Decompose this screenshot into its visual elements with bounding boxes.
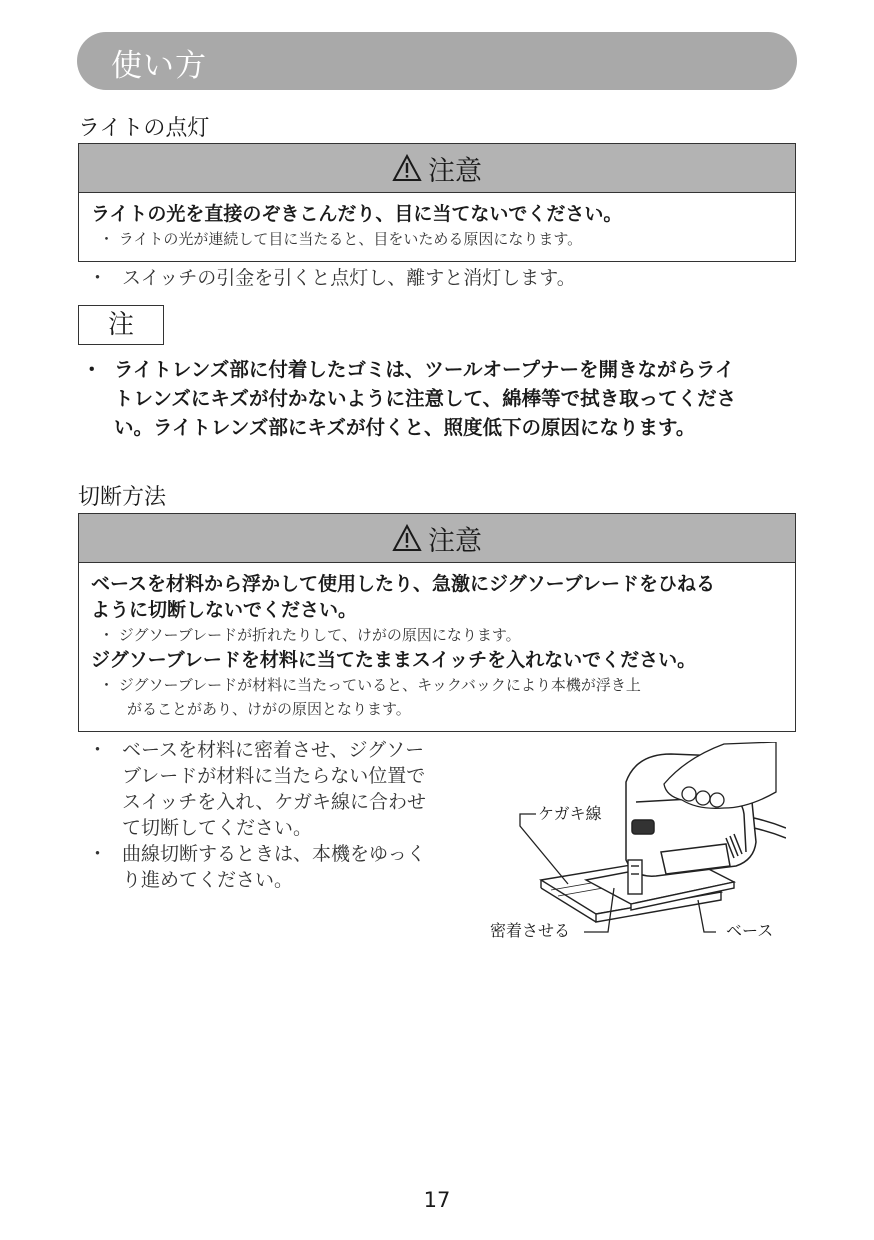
caution-body	[79, 563, 795, 729]
caution-body	[79, 193, 795, 259]
caution-label: 注意	[428, 525, 482, 557]
header-banner	[77, 32, 797, 90]
note-line: トレンズにキズが付かないように注意して、綿棒等で拭き取ってくださ	[114, 387, 737, 410]
warning-triangle-icon	[392, 524, 422, 552]
bullet-line: て切断してください。	[122, 817, 313, 839]
caution-main-text: ベースを材料から浮かして使用したり、急激にジグソーブレードをひねる	[91, 573, 715, 595]
section-title-cutting: 切断方法	[78, 485, 167, 510]
caution-main-text: ジグソーブレードを材料に当てたままスイッチを入れないでください。	[91, 649, 697, 671]
note-label-box: 注	[78, 305, 164, 345]
bullet-mark: ・	[88, 739, 108, 761]
caution-sub-text: ・ ジグソーブレードが材料に当たっていると、キックバックにより本機が浮き上	[99, 676, 641, 694]
caution-header	[79, 144, 795, 193]
caution-sub-text: ・ ライトの光が連続して目に当たると、目をいためる原因になります。	[99, 230, 583, 248]
section-title-light: ライトの点灯	[78, 116, 210, 141]
label-contact: 密着させる	[490, 921, 571, 940]
bullet-line: 曲線切断するときは、本機をゆっく	[122, 843, 426, 865]
bullet-line: ブレードが材料に当たらない位置で	[122, 765, 426, 787]
label-base: ベース	[726, 921, 774, 940]
cutting-bullet	[88, 737, 468, 841]
bullet-line: ベースを材料に密着させ、ジグソー	[122, 739, 425, 761]
bullet-mark: ・	[82, 358, 102, 381]
caution-main-text: ように切断しないでください。	[91, 599, 358, 621]
caution-sub-text: がることがあり、けがの原因となります。	[127, 700, 411, 718]
warning-triangle-icon	[392, 154, 422, 182]
hand-drawing	[664, 742, 776, 808]
page-title: 使い方	[111, 48, 207, 84]
bullet-line: スイッチを入れ、ケガキ線に合わせ	[122, 791, 427, 813]
label-scribe-line: ケガキ線	[538, 804, 602, 823]
caution-header	[79, 514, 795, 563]
note-line: ライトレンズ部に付着したゴミは、ツールオープナーを開きながらライ	[114, 358, 735, 381]
bullet-line: り進めてください。	[122, 869, 294, 891]
bullet-mark: ・	[88, 267, 108, 289]
note-line: い。ライトレンズ部にキズが付くと、照度低下の原因になります。	[114, 416, 696, 439]
light-bullet-text: スイッチの引金を引くと点灯し、離すと消灯します。	[122, 267, 576, 289]
caution-label: 注意	[428, 155, 482, 187]
caution-sub-text: ・ ジグソーブレードが折れたりして、けがの原因になります。	[99, 626, 521, 644]
caution-main-text: ライトの光を直接のぞきこんだり、目に当てないでください。	[91, 203, 623, 225]
jigsaw-blade	[628, 860, 642, 894]
bullet-mark: ・	[88, 843, 108, 865]
jigsaw-illustration	[486, 742, 786, 942]
page-number: 17	[423, 1188, 451, 1212]
cutting-bullet	[88, 841, 468, 893]
caution-box-cutting	[78, 513, 796, 732]
caution-box-light	[78, 143, 796, 262]
note-text	[82, 355, 800, 442]
light-bullet	[88, 265, 798, 291]
